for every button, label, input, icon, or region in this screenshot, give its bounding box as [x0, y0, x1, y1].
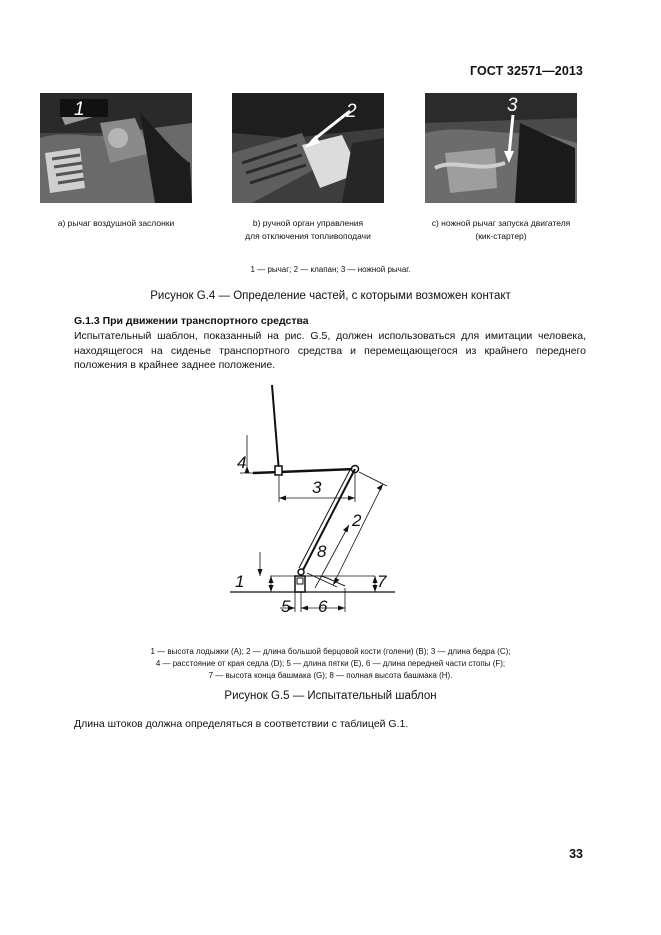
figure-g4-title: Рисунок G.4 — Определение частей, с которыми возможен контакт [150, 290, 511, 302]
section-paragraph: Испытательный шаблон, показанный на рис. G.5, должен использоваться для имитации человека, находящегося на сиденье транспортного средства и перемещающегося из крайнего переднего положения в крайнее заднее положение. [74, 330, 586, 371]
test-template-drawing [225, 380, 405, 620]
photo-c-caption [415, 217, 587, 243]
photo-b-caption-line: для отключения топливоподачи [245, 231, 371, 241]
photo-b-number: 2 [346, 101, 357, 122]
document-header: ГОСТ 32571—2013 [469, 64, 583, 78]
photo-fuel-shutoff-image [232, 93, 384, 203]
figure-g4-legend: 1 — рычаг; 2 — клапан; 3 — ножной рычаг. [250, 265, 411, 274]
figure-g5-legend [0, 646, 661, 682]
dim-label-8: 8 [317, 542, 327, 561]
photo-b-caption [222, 217, 394, 243]
figure-g5-legend-line: 1 — высота лодыжки (A); 2 — длина большой берцовой кости (голени) (B); 3 — длина бедра (C); [150, 647, 511, 656]
dim-label-4: 4 [237, 453, 247, 472]
closing-text: Длина штоков должна определяться в соответствии с таблицей G.1. [74, 718, 409, 730]
photo-choke-lever [40, 93, 192, 203]
figure-g5-legend-line: 7 — высота конца башмака (G); 8 — полная высота башмака (H). [208, 671, 453, 680]
dim-label-7: 7 [377, 572, 387, 591]
photo-kick-starter [425, 93, 577, 203]
photo-kick-starter-image [425, 93, 577, 203]
photo-b-caption-line: b) ручной орган управления [252, 218, 364, 228]
photo-c-caption-line: c) ножной рычаг запуска двигателя [431, 218, 571, 228]
photo-c-caption-line: (кик-стартер) [475, 231, 527, 241]
figure-g5-title: Рисунок G.5 — Испытательный шаблон [224, 690, 437, 702]
dim-label-2: 2 [352, 511, 362, 530]
dim-label-3: 3 [312, 478, 322, 497]
section-heading: G.1.3 При движении транспортного средства [74, 315, 309, 327]
figure-g5-legend-line: 4 — расстояние от края седла (D); 5 — длина пятки (E), 6 — длина передней части стопы (F); [155, 659, 506, 668]
photo-a-caption-line: а) рычаг воздушной заслонки [57, 218, 175, 228]
dim-label-5: 5 [281, 597, 291, 616]
photo-a-number: 1 [74, 99, 85, 120]
photo-fuel-shutoff [232, 93, 384, 203]
page-number: 33 [569, 847, 583, 861]
dim-label-6: 6 [318, 597, 328, 616]
photo-c-number: 3 [507, 95, 518, 116]
photo-choke-lever-image [40, 93, 192, 203]
dim-label-1: 1 [235, 572, 245, 591]
photo-a-caption [40, 217, 192, 230]
